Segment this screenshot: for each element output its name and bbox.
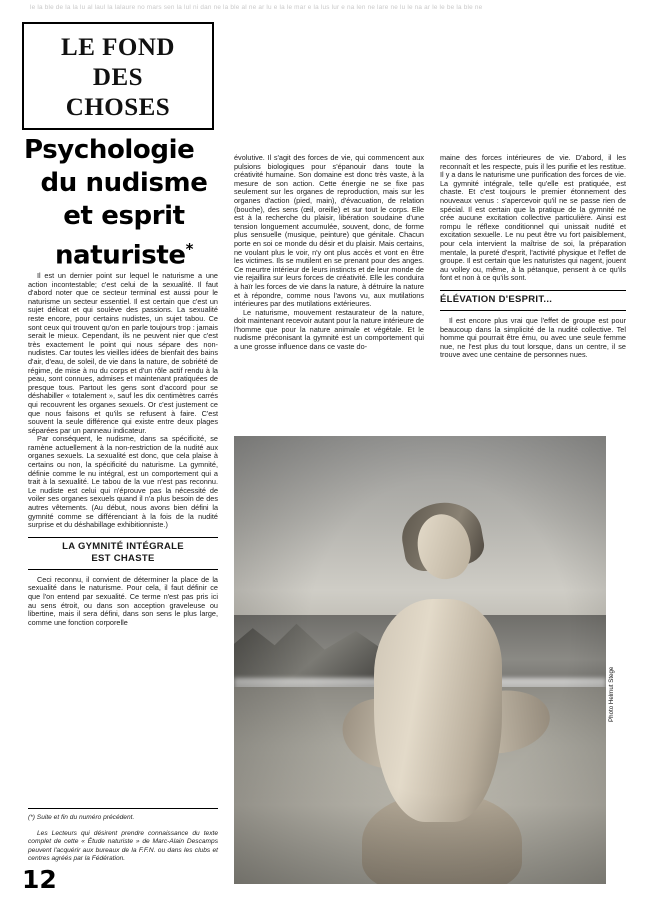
col3-subhead-rule-bottom xyxy=(440,310,626,311)
masthead-box xyxy=(22,22,214,130)
page-number: 12 xyxy=(22,865,57,894)
col1-subhead xyxy=(28,538,218,569)
column-one xyxy=(28,272,218,627)
column-three xyxy=(440,154,626,360)
col1-paragraph-1: Il est un dernier point sur lequel le naturisme a une action incontestable; c'est celui de la sexualité. Il faut d'abord noter que ce secteur terminal est aussi pour le naturisme un secteur essentiel. Il est certain que c'est un sujet délicat et qui soulève des passions. La sexualité reste encore, pour certains nudistes, un sujet tabou. Ce sont ceux qui trouvent qu'on en parle toujours trop : jamais serait le mieux. Cependant, ils ne peuvent nier que c'est très exactement le point qui nous sépare des non-nudistes. Car toutes les vieilles idées de bienfait des bains d'air, d'eau, de soleil, de vie dans la nature, de sobriété de régime, de mise à nu du corps et d'un rôle actif rendu à la peau, sont connues, admises et maintenant pratiquées de presque tous. Partout les gens sont d'accord pour se déshabiller « totalement », sauf les dix centimètres carrés qui recouvrent les organes sexuels. Or c'est justement ce que nous faisons et qu'ils se refusent à faire. C'est souvent la seule différence qui existe entre deux plages séparées par un panneau indicateur. xyxy=(28,271,218,435)
col3-paragraph-2: Il est encore plus vrai que l'effet de groupe est pour beaucoup dans la simplicité de la nudité collective. Tel homme qui pourrait être ému, ou avec une seule femme nue, ne l'est plus du tout lorsque, dans un centre, il se trouve avec une centaine de personnes nues. xyxy=(440,315,626,360)
col3-paragraph-1: maine des forces intérieures de vie. D'abord, il les reconnaît et les respecte, puis il les purifie et les restitue. Il y a dans le naturisme une purification des forces de vie. La gymnité intégrale, telle qu'elle est pratiquée, est chaste. Et c'est toujours le premier étonnement des nouveaux venus : s'apercevoir qu'il ne se passe rien de spécial. Il est certain que la pratique de la gymnité ne crée aucune excitation collective particulière. Ainsi est rompu le réflexe conditionnel qui unissait nudité et excitation sexuelle. Le nu peut être vu fort paisiblement, pour cela intervient la maîtrise de soi, la préparation mentale, la pureté d'esprit, l'activité physique et l'effet de groupe. Il est certain que les naturistes qui nagent, jouent au volley ou, même, à la pétanque, pensent à ce qu'ils font et non à ce qu'ils sont. xyxy=(440,153,626,283)
col3-subhead: ÉLÉVATION D'ESPRIT... xyxy=(440,293,553,305)
masthead-line-2: DES xyxy=(92,64,144,91)
article-title-line-4-text: naturiste xyxy=(54,240,186,271)
footnote-note-2: Les Lecteurs qui désirent prendre connaissance du texte complet de cette « Étude naturiste » de Marc-Alain Descamps peuvent l'acquérir aux bureaux de la F.F.N. ou dans les clubs et centres agréés par la Fédération. xyxy=(28,830,218,862)
col2-paragraph-2: Le naturisme, mouvement restaurateur de la nature, doit maintenant recevoir autant pour la nature intérieure de l'homme que pour la nature animale et végétale. Et le nudisme préconisant la gymnité est un comportement qui a une grosse influence dans ce vaste do- xyxy=(234,307,424,352)
article-photo xyxy=(234,436,606,884)
article-title-line-3: et esprit xyxy=(63,201,185,231)
footnote-note-1: (*) Suite et fin du numéro précédent. xyxy=(28,814,135,821)
column-two xyxy=(234,154,424,352)
col1-subhead-rule-bottom xyxy=(28,569,218,570)
article-title xyxy=(24,134,224,273)
col1-subhead-line-2: EST CHASTE xyxy=(91,552,155,564)
photo-credit: Photo Helmut Stege xyxy=(608,666,615,722)
footnote-asterisk: * xyxy=(185,240,194,258)
col1-paragraph-2: Par conséquent, le nudisme, dans sa spécificité, se ramène actuellement à la non-restriction de la nudité aux organes sexuels. La sexualité est donc, que cela plaise à certains ou non, la spécificité du naturisme. La gymnité, définie comme le nu intégral, est un comportement qui a trait à la sexualité. Le tabou de la vue n'est pas reconnu. Le nudiste est celui qui n'éprouve pas la nécessité de voiler ses organes sexuels quand il n'a plus besoin de des autres vêtements. (Au début, nous avons bien défini la gymnité comme se différenciant à la fois de la nudité surprise et du déshabillage exhibitionniste.) xyxy=(28,434,218,530)
masthead-line-3: CHOSES xyxy=(65,94,171,121)
footnote-block xyxy=(28,808,218,863)
article-title-line-1: Psychologie xyxy=(24,135,195,165)
article-title-line-4 xyxy=(24,233,224,273)
masthead-line-1: LE FOND xyxy=(61,34,175,61)
article-title-line-2: du nudisme xyxy=(40,168,208,198)
magazine-page xyxy=(22,22,626,894)
col1-paragraph-3: Ceci reconnu, il convient de déterminer la place de la sexualité dans le naturisme. Pour cela, il faut définir ce que l'on entend par sexualité. Ce terme n'est pas pris ici au sens étroit, ou dans son acception graveleuse ou libertine, mais il sera défini, dans son sens le plus large, comme une fonction corporelle xyxy=(28,574,218,627)
col2-paragraph-1: évolutive. Il s'agit des forces de vie, qui commencent aux pulsions biologiques pour s'épanouir dans toute la créativité humaine. Son domaine est donc très vaste, à la mesure de son action. Cette énergie ne se fixe pas seulement sur les organes de reproduction, mais sur les organes d'action (pied, main), d'évacuation, de relation (bouche), des sens (œil, oreille) et sur tout le corps. Elle est à la recherche du plaisir, libération soudaine d'une tension longuement accumulée, souvent, donc, de forme plus sensuelle (musique, peinture) que génitale. Chacun porte en soi ce monde du désir et du plaisir. Mais certains, ne voulant plus le voir, n'y ont plus accès et vont en être les victimes. Ils se mutilent en se prenant pour des anges. Ce meurtre intérieur de leurs instincts et de leur monde de vie rejaillira sur leurs forces de créativité. Elle les conduira à haïr les forces de vie dans la nature, à détruire la nature et à répondre, comme nous l'avons vu, aux mutilations intérieures par des mutilations extérieures. xyxy=(234,153,424,309)
photo-vignette xyxy=(234,436,606,884)
col1-subhead-line-1: LA GYMNITÉ INTÉGRALE xyxy=(62,540,184,552)
masthead-title xyxy=(24,24,212,123)
scan-bleed-through-text: le la ble de la la lu al laul la lalaure no mars sen la lul ni dan ne la ble al ne ar lu e la le mar e la lus lur e na len ne lare ne lu le na ar le le be la ble ne xyxy=(30,4,483,11)
